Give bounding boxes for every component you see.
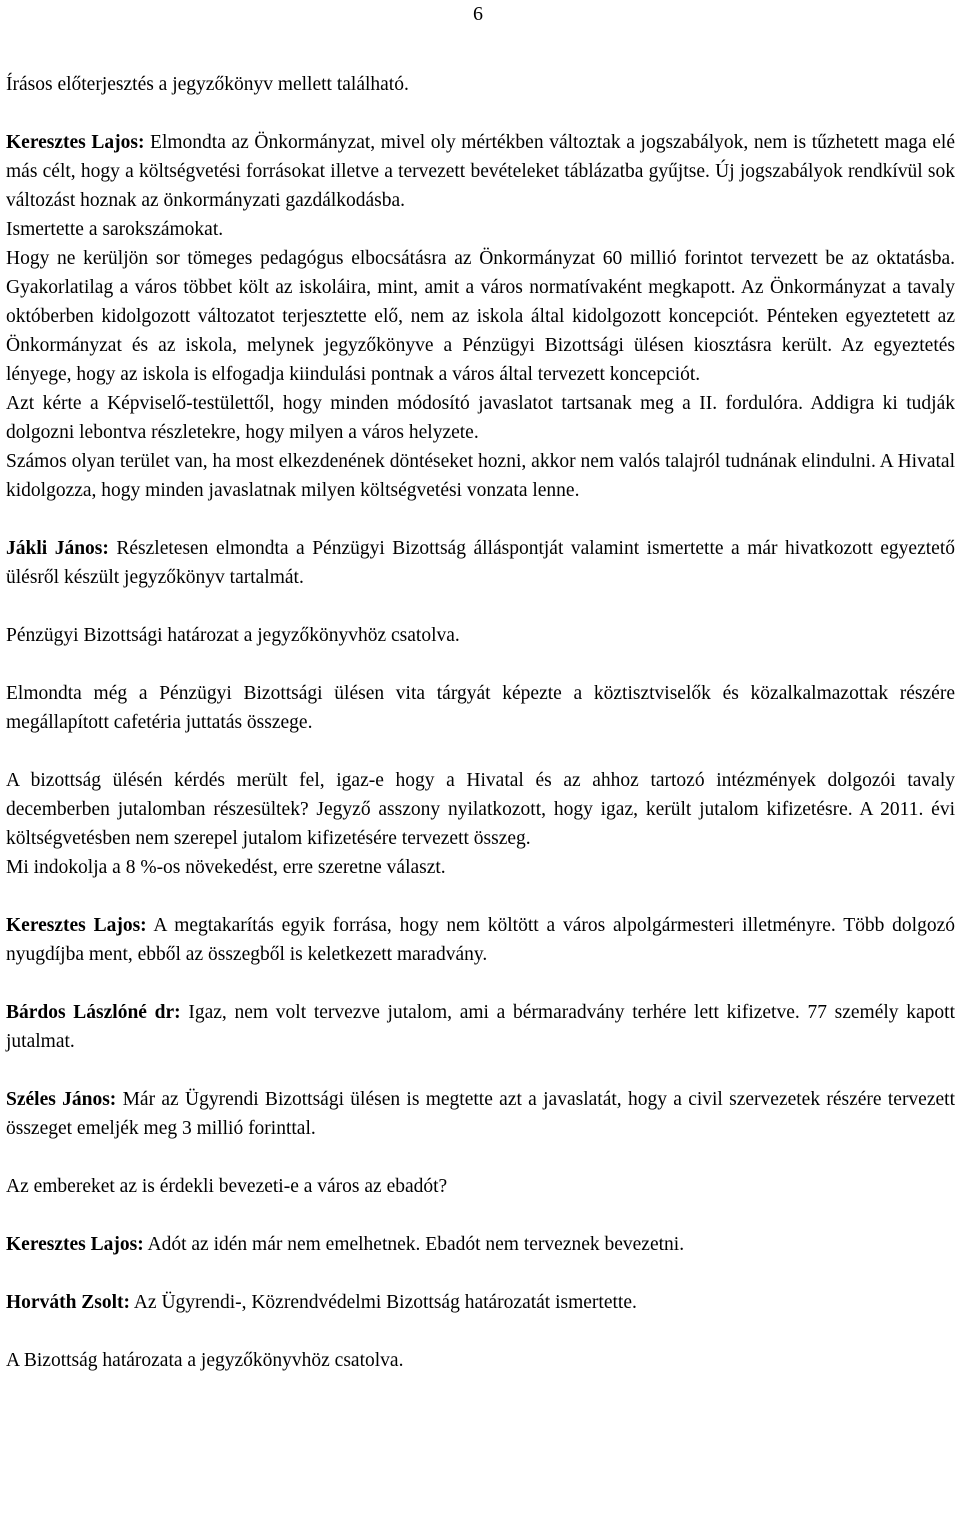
paragraph-text: Az Ügyrendi-, Közrendvédelmi Bizottság határozatát ismertette. <box>130 1292 637 1313</box>
speaker-name: Horváth Zsolt: <box>6 1292 131 1313</box>
paragraph-text: A bizottság ülésén kérdés merült fel, igaz-e hogy a Hivatal és az ahhoz tartozó intézmények dolgozói tavaly decemberben jutalomban részesültek? Jegyző asszony nyilatkozott, hogy igaz, került jutalom kifizetésre. A 2011. évi költségvetésben nem szerepel jutalom kifizetésére tervezett összeg. <box>6 770 955 849</box>
paragraph-increase-question <box>6 853 955 882</box>
paragraph-text: Mi indokolja a 8 %-os növekedést, erre szeretne választ. <box>6 857 446 878</box>
paragraph-text: Pénzügyi Bizottsági határozat a jegyzőkönyvhöz csatolva. <box>6 625 460 646</box>
paragraph-text: Írásos előterjesztés a jegyzőkönyv mellett található. <box>6 74 409 95</box>
speaker-name: Keresztes Lajos: <box>6 1234 144 1255</box>
paragraph-bonus-question <box>6 766 955 853</box>
paragraph-szeles <box>6 1085 955 1143</box>
paragraph-text: Részletesen elmondta a Pénzügyi Bizottság álláspontját valamint ismertette a már hivatkozott egyeztető ülésről készült jegyzőkönyv tartalmát. <box>6 538 955 588</box>
speaker-name: Bárdos Lászlóné dr: <box>6 1002 181 1023</box>
paragraph-bardos <box>6 998 955 1056</box>
paragraph-text: Elmondta még a Pénzügyi Bizottsági ülésen vita tárgyát képezte a köztisztviselők és közalkalmazottak részére megállapított cafetéria juttatás összege. <box>6 683 955 733</box>
speaker-name: Széles János: <box>6 1089 117 1110</box>
speaker-name: Jákli János: <box>6 538 109 559</box>
document-body <box>6 70 955 1375</box>
paragraph-keresztes-3 <box>6 1230 955 1259</box>
paragraph-horvath <box>6 1288 955 1317</box>
paragraph-text: Igaz, nem volt tervezve jutalom, ami a bérmaradvány terhére lett kifizetve. 77 személy kapott jutalmat. <box>6 1002 955 1052</box>
paragraph-text: Adót az idén már nem emelhetnek. Ebadót nem terveznek bevezetni. <box>143 1234 685 1255</box>
paragraph-text: A megtakarítás egyik forrása, hogy nem költött a város alpolgármesteri illetményre. Több dolgozó nyugdíjba ment, ebből az összegből is keletkezett maradvány. <box>6 915 956 965</box>
page-number: 6 <box>473 3 483 25</box>
paragraph-jakli <box>6 534 955 592</box>
paragraph-areas <box>6 447 955 505</box>
paragraph-text: Már az Ügyrendi Bizottsági ülésen is megtette azt a javaslatát, hogy a civil szervezetek részére tervezett összeget emeljék meg 3 millió forinttal. <box>6 1089 955 1139</box>
paragraph-committee-resolution <box>6 1346 955 1375</box>
speaker-name: Keresztes Lajos: <box>6 132 145 153</box>
speaker-name: Keresztes Lajos: <box>6 915 147 936</box>
paragraph-amendments <box>6 389 955 447</box>
paragraph-text: Ismertette a sarokszámokat. <box>6 219 224 240</box>
paragraph-text: Számos olyan terület van, ha most elkezdenének döntéseket hozni, akkor nem valós talajról tudnának elindulni. A Hivatal kidolgozza, hogy minden javaslatnak milyen költségvetési vonzata lenne. <box>6 451 955 501</box>
paragraph-dog-tax-question <box>6 1172 955 1201</box>
paragraph-text: Azt kérte a Képviselő-testülettől, hogy minden módosító javaslatot tartsanak meg a II. fordulóra. Addigra ki tudják dolgozni lebontva részletekre, hogy milyen a város helyzete. <box>6 393 955 443</box>
paragraph-education <box>6 244 955 389</box>
paragraph-cafeteria <box>6 679 955 737</box>
paragraph-text: Hogy ne kerüljön sor tömeges pedagógus elbocsátásra az Önkormányzat 60 millió forintot tervezett be az oktatásba. Gyakorlatilag a város többet költ az iskoláira, mint, amit a város normatívaként megkapott. Az Önkormányzat a tavaly októberben kidolgozott változatot terjesztette elő, nem az iskola által kidolgozott koncepciót. Pénteken egyeztetett az Önkormányzat és az iskola, melynek jegyzőkönyve a Pénzügyi Bizottsági ülésen kiosztásra került. Az egyeztetés lényege, hogy az iskola is elfogadja kiindulási pontnak a város által tervezett koncepciót. <box>6 248 955 385</box>
paragraph-keresztes-1 <box>6 128 955 215</box>
paragraph-corner-figures <box>6 215 955 244</box>
paragraph-finance-resolution <box>6 621 955 650</box>
paragraph-written-proposal <box>6 70 955 99</box>
paragraph-keresztes-2 <box>6 911 955 969</box>
paragraph-text: Az embereket az is érdekli bevezeti-e a város az ebadót? <box>6 1176 448 1197</box>
paragraph-text: A Bizottság határozata a jegyzőkönyvhöz csatolva. <box>6 1350 404 1371</box>
paragraph-text: Elmondta az Önkormányzat, mivel oly mértékben változtak a jogszabályok, nem is tűzhetett maga elé más célt, hogy a költségvetési forrásokat illetve a tervezett bevételeket táblázatba gyűjtse. Új jogszabályok rendkívül sok változást hoznak az önkormányzati gazdálkodásba. <box>6 132 955 211</box>
